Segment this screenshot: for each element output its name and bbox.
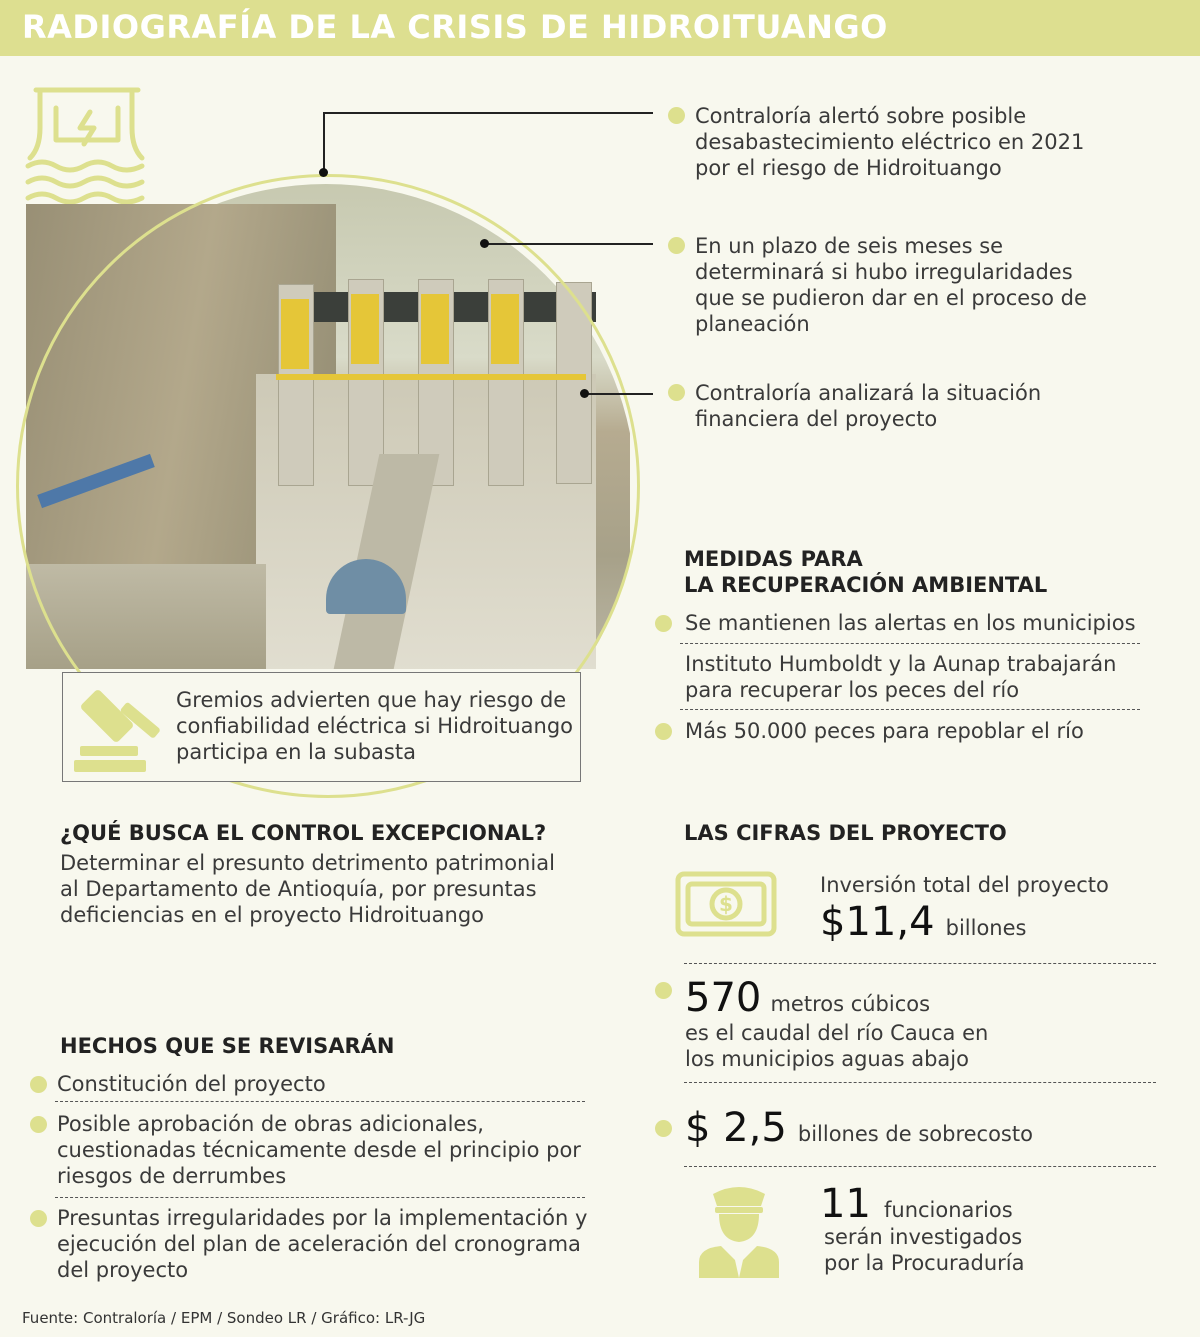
- divider: [684, 1082, 1156, 1083]
- gavel-icon: [72, 680, 168, 775]
- inversion-unit: billones: [945, 916, 1027, 940]
- callout-2: En un plazo de seis meses se determinará si hubo irregularidades que se pudieron dar en el proceso de planeación: [695, 234, 1087, 336]
- gremios-text: Gremios advierten que hay riesgo de confiabilidad eléctrica si Hidroituango participa en la subasta: [176, 688, 574, 764]
- source-footer: Fuente: Contraloría / EPM / Sondeo LR / Gráfico: LR-JG: [22, 1309, 426, 1327]
- sobrecosto-figure: [685, 1106, 1165, 1150]
- bullet-dot: [30, 1210, 47, 1227]
- pin-2: [480, 239, 489, 248]
- callout-3: Contraloría analizará la situación financiera del proyecto: [695, 381, 1042, 431]
- sobrecosto-value: $ 2,5: [685, 1105, 787, 1151]
- bullet-dot: [655, 982, 672, 999]
- funcionarios-unit: funcionarios: [884, 1198, 1013, 1222]
- funcionarios-desc: serán investigados por la Procuraduría: [824, 1225, 1025, 1275]
- caudal-desc: es el caudal del río Cauca en los municipios aguas abajo: [685, 1021, 989, 1071]
- medidas-title: MEDIDAS PARA LA RECUPERACIÓN AMBIENTAL: [684, 547, 1048, 597]
- caudal-value: 570: [685, 975, 762, 1021]
- inversion-value: $11,4: [820, 899, 935, 945]
- funcionarios-figure: [820, 1182, 1180, 1226]
- hechos-item-2: Posible aprobación de obras adicionales, cuestionadas técnicamente desde el principio por riesgos de derrumbes: [57, 1112, 581, 1188]
- divider: [55, 1197, 585, 1198]
- callout-1: Contraloría alertó sobre posible desabastecimiento eléctrico en 2021 por el riesgo de Hidroituango: [695, 104, 1085, 180]
- bullet-dot: [30, 1116, 47, 1133]
- funcionarios-value: 11: [820, 1181, 871, 1227]
- caudal-unit: metros cúbicos: [770, 992, 931, 1016]
- divider: [684, 963, 1156, 964]
- bullet-dot: [655, 723, 672, 740]
- bullet-dot: [668, 237, 685, 254]
- divider: [680, 643, 1140, 644]
- inversion-label: Inversión total del proyecto: [820, 873, 1109, 897]
- control-title: ¿QUÉ BUSCA EL CONTROL EXCEPCIONAL?: [60, 821, 547, 845]
- inversion-figure: [820, 900, 1180, 944]
- divider: [680, 709, 1140, 710]
- medidas-item-3: Más 50.000 peces para repoblar el río: [685, 719, 1084, 743]
- money-bill-icon: [674, 868, 778, 940]
- pin-3: [580, 389, 589, 398]
- hechos-item-3: Presuntas irregularidades por la implementación y ejecución del plan de aceleración del cronograma del proyecto: [57, 1206, 588, 1282]
- page-title: RADIOGRAFÍA DE LA CRISIS DE HIDROITUANGO: [22, 8, 888, 46]
- divider: [55, 1101, 585, 1102]
- leader-line-1-h: [323, 112, 653, 114]
- official-icon: [695, 1180, 783, 1280]
- pin-1: [319, 168, 328, 177]
- leader-line-3: [584, 393, 653, 395]
- leader-line-1: [323, 112, 325, 174]
- medidas-item-1: Se mantienen las alertas en los municipios: [685, 611, 1136, 635]
- medidas-item-2: Instituto Humboldt y la Aunap trabajarán para recuperar los peces del río: [685, 652, 1117, 702]
- hechos-item-1: Constitución del proyecto: [57, 1072, 326, 1096]
- hechos-title: HECHOS QUE SE REVISARÁN: [60, 1034, 395, 1058]
- bullet-dot: [668, 107, 685, 124]
- bullet-dot: [668, 384, 685, 401]
- svg-text:$: $: [719, 892, 733, 916]
- leader-line-2: [484, 243, 653, 245]
- bullet-dot: [655, 615, 672, 632]
- cifras-title: LAS CIFRAS DEL PROYECTO: [684, 821, 1007, 845]
- bullet-dot: [655, 1120, 672, 1137]
- divider: [684, 1166, 1156, 1167]
- sobrecosto-unit: billones de sobrecosto: [797, 1122, 1033, 1146]
- bullet-dot: [30, 1076, 47, 1093]
- caudal-figure: [685, 976, 1165, 1020]
- control-text: Determinar el presunto detrimento patrimonial al Departamento de Antioquía, por presuntas deficiencias en el proyecto Hidroituango: [60, 851, 555, 927]
